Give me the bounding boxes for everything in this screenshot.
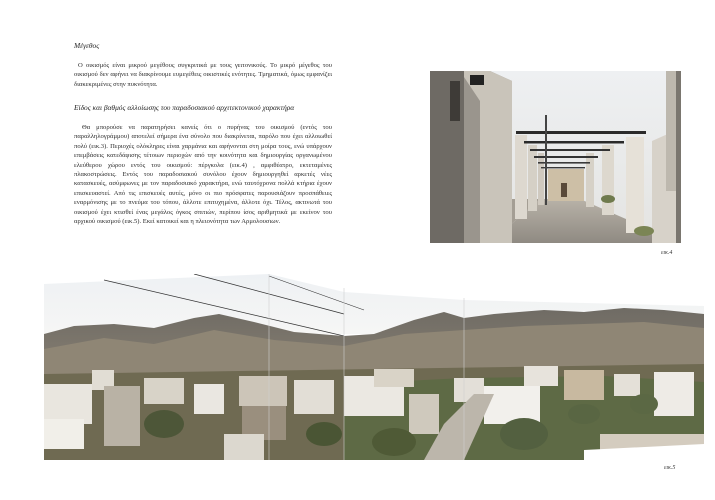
figure-caption-4: εικ.4 <box>661 250 673 256</box>
pergola-photo <box>430 71 681 243</box>
section-heading-alteration: Είδος και βαθμός αλλοίωσης του παραδοσιακού αρχιτεκτονικού χαρακτήρα <box>74 103 295 112</box>
paragraph-size: Ο οικισμός είναι μικρού μεγέθους συγκριτικά με τους γειτονικούς. Το μικρό μέγεθος του οικισμού δεν αφήνει να διακρίνουμε ευμεγέθεις οικιστικές ενότητες. Τμηματικά, όμως εμφανίζει διακεκριμένες στην πυκνότητα. <box>74 62 332 88</box>
paragraph-alteration: Θα μπορούσε να παρατηρήσει κανείς ότι ο πυρήνας του οικισμού (εντός του παραλληλογράμμου) αποτελεί σήμερα ένα σύνολο που διακρίνεται, παρόλο που έχει αλλοιωθεί πολύ (εικ.3). Περιοχές ολόκληρες είναι χαρμάνια και αφήνονται στη μοίρα τους, ενώ υπάρχουν επεμβάσεις κατεδάφισης τέτοιων περιοχών από την κοινότητα και δημιουργίας οργανωμένου ελεύθερου χώρου εντός του οικισμού: πέργκολα (εικ.4) , αμφιθέατρο, εκτεταμένες πλακοστρώσεις. Εντός του παραδοσιακού συνόλου έχουν δημιουργηθεί αρκετές νέες κατασκευές, ασύμφωνες με τον παραδοσιακό χαρακτήρα, ενώ ταυτόχρονα πολλά κτήρια έχουν επισκευαστεί. Από τις επισκευές αυτές, μόνο οι πιο πρόσφατες παρουσιάζουν προσπάθειες εναρμόνισης με το πνεύμα του τόπου, άλλοτε επιτυχημένα, άλλοτε όχι. Τέλος, ακτινωτά του οικισμού έχει κτισθεί ένας μεγάλος όγκος σπιτιών, περίπου ίσος αριθμητικά με εκείνον του αρχικού οικισμού (εικ.5). Εκεί κατοικεί και η πλειονότητα των Αρμολουσιων. <box>74 124 332 226</box>
village-panorama-photo <box>44 274 704 460</box>
figure-caption-5: εικ.5 <box>664 465 676 471</box>
section-heading-size: Μέγεθος <box>74 41 100 50</box>
